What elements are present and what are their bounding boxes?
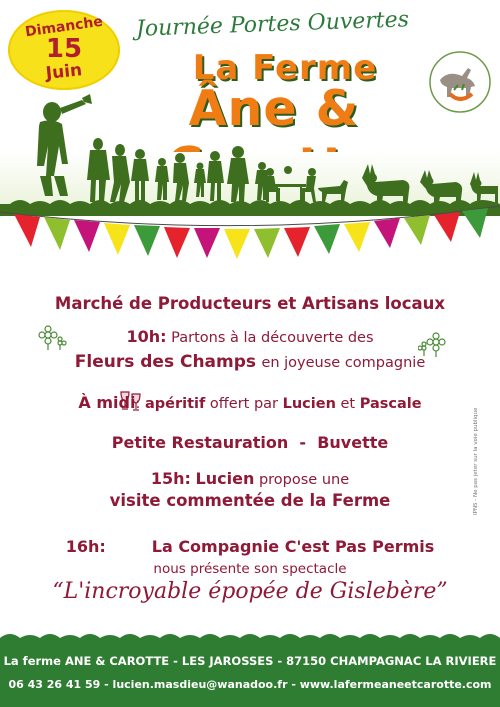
silhouette-banner bbox=[0, 92, 500, 282]
date-day-number: 15 bbox=[45, 34, 83, 64]
sixteen-company: La Compagnie C'est Pas Permis bbox=[151, 537, 435, 556]
show-title: “L'incroyable épopée de Gislebère” bbox=[52, 579, 448, 604]
side-note: IPNS - Ne pas jeter sur la voie publique bbox=[473, 407, 479, 515]
date-badge bbox=[8, 10, 120, 90]
time-noon: À midi bbox=[78, 393, 136, 412]
noon-line bbox=[0, 393, 500, 412]
time-16h: 16h: bbox=[65, 537, 106, 556]
noon-name2: Pascale bbox=[359, 396, 422, 412]
resto-left: Petite Restauration bbox=[111, 433, 289, 452]
fifteen-line bbox=[0, 469, 500, 488]
noon-aperitif: apéritif bbox=[144, 396, 206, 412]
restauration-line bbox=[0, 433, 500, 452]
time-10h: 10h: bbox=[126, 327, 167, 346]
fifteen-line-2: visite commentée de la Ferme bbox=[109, 491, 391, 510]
farm-title-line2: Âne & bbox=[188, 80, 360, 137]
resto-right: Buvette bbox=[317, 433, 389, 452]
event-subtitle: Journée Portes Ouvertes bbox=[135, 7, 410, 42]
resto-sep: - bbox=[299, 433, 307, 452]
ten-highlight: Fleurs des Champs bbox=[74, 352, 257, 372]
market-line: Marché de Producteurs et Artisans locaux bbox=[54, 294, 446, 313]
fifteen-text: propose une bbox=[258, 472, 350, 488]
farm-title-line1: La Ferme bbox=[192, 48, 378, 88]
ten-rest: en joyeuse compagnie bbox=[261, 355, 426, 371]
noon-and: et bbox=[340, 396, 356, 412]
footer-address: La ferme ANE & CAROTTE - LES JAROSSES - 87150 CHAMPAGNAC LA RIVIERE bbox=[3, 654, 497, 668]
footer-contact: 06 43 26 41 59 - lucien.masdieu@wanadoo.fr - www.lafermeaneetcarotte.com bbox=[8, 678, 492, 691]
sixteen-line bbox=[0, 537, 500, 556]
sixteen-line-2: nous présente son spectacle bbox=[153, 561, 347, 577]
ten-line-2 bbox=[0, 352, 500, 372]
time-15h: 15h: bbox=[150, 469, 191, 488]
noon-colon: : bbox=[135, 396, 145, 412]
date-day-name: Dimanche bbox=[24, 13, 104, 41]
noon-name1: Lucien bbox=[282, 396, 336, 412]
noon-offered: offert par bbox=[209, 396, 278, 412]
ten-line bbox=[0, 327, 500, 346]
date-month: Juin bbox=[44, 60, 84, 84]
footer bbox=[0, 644, 500, 707]
fifteen-name: Lucien bbox=[195, 469, 255, 488]
ten-text: Partons à la découverte des bbox=[171, 330, 374, 346]
